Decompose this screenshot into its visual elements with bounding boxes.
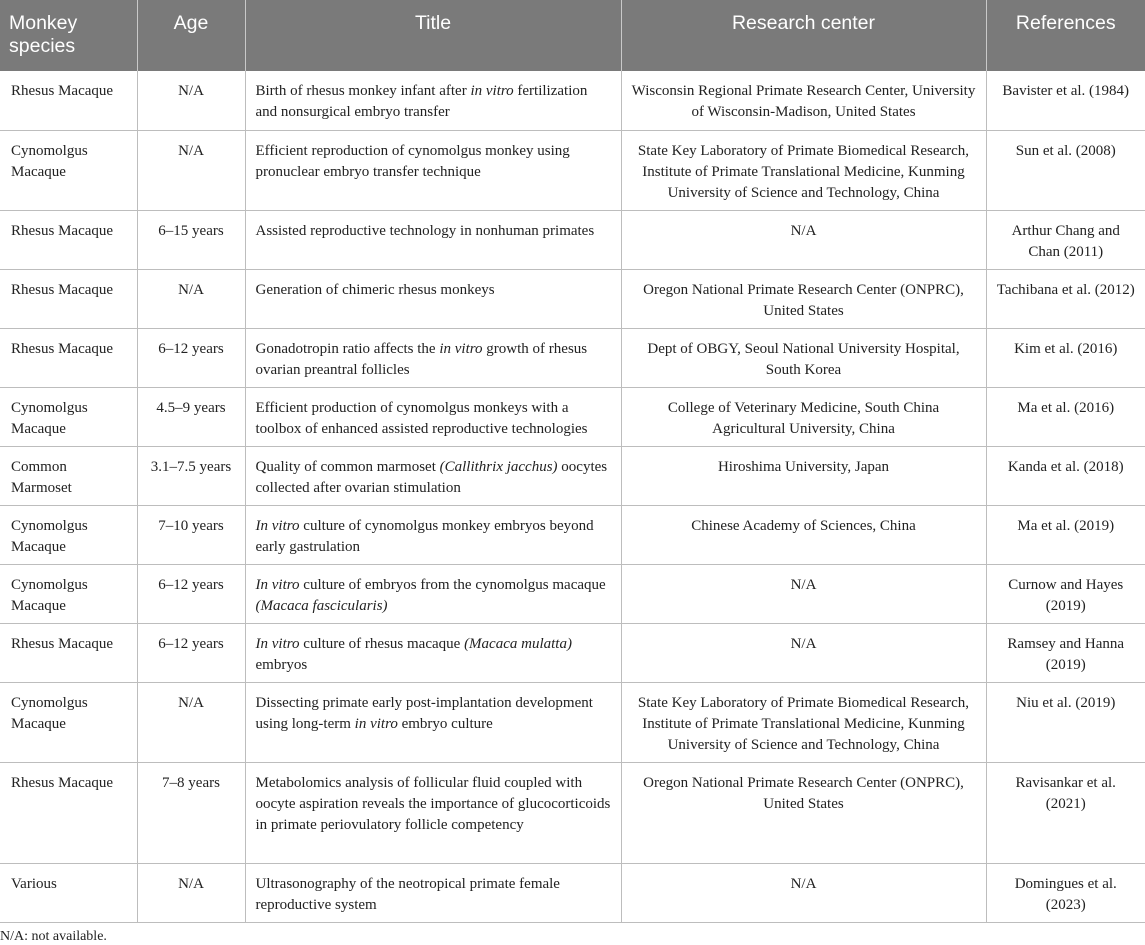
cell-monkey-species: Cynomolgus Macaque — [0, 387, 137, 446]
cell-reference: Niu et al. (2019) — [986, 682, 1145, 762]
title-italic-fragment: (Callithrix jacchus) — [439, 458, 558, 475]
cell-monkey-species: Rhesus Macaque — [0, 210, 137, 269]
cell-monkey-species: Common Marmoset — [0, 446, 137, 505]
title-italic-fragment: in vitro — [470, 83, 514, 99]
cell-age: 6–12 years — [137, 328, 245, 387]
cell-age: N/A — [137, 71, 245, 130]
title-fragment: Quality of common marmoset — [255, 458, 440, 475]
cell-research-center: N/A — [621, 210, 986, 269]
table-row — [0, 210, 1145, 269]
cell-reference: Tachibana et al. (2012) — [986, 269, 1145, 328]
cell-age: 3.1–7.5 years — [137, 446, 245, 505]
cell-reference: Kim et al. (2016) — [986, 328, 1145, 387]
cell-age: N/A — [137, 682, 245, 762]
cell-age: 6–12 years — [137, 623, 245, 682]
table-row — [0, 564, 1145, 623]
cell-research-center: N/A — [621, 564, 986, 623]
title-fragment: embryos — [255, 656, 308, 673]
cell-title — [245, 269, 621, 328]
title-fragment: culture of cynomolgus monkey embryos beyond early gastrulation — [255, 517, 594, 555]
cell-research-center: Dept of OBGY, Seoul National University Hospital, South Korea — [621, 328, 986, 387]
cell-monkey-species: Rhesus Macaque — [0, 71, 137, 130]
cell-reference: Bavister et al. (1984) — [986, 71, 1145, 130]
cell-monkey-species: Rhesus Macaque — [0, 623, 137, 682]
header-row — [0, 0, 1145, 71]
cell-research-center: Wisconsin Regional Primate Research Center, University of Wisconsin-Madison, United States — [621, 71, 986, 130]
cell-reference: Kanda et al. (2018) — [986, 446, 1145, 505]
table-row — [0, 446, 1145, 505]
cell-research-center: Chinese Academy of Sciences, China — [621, 505, 986, 564]
cell-title — [245, 71, 621, 130]
title-italic-fragment: In vitro — [255, 517, 300, 534]
cell-research-center: N/A — [621, 623, 986, 682]
table-row — [0, 269, 1145, 328]
title-fragment: embryo culture — [397, 715, 493, 732]
cell-title — [245, 564, 621, 623]
cell-title — [245, 387, 621, 446]
cell-age: 4.5–9 years — [137, 387, 245, 446]
cell-monkey-species: Cynomolgus Macaque — [0, 130, 137, 210]
cell-reference: Ma et al. (2019) — [986, 505, 1145, 564]
cell-research-center: Hiroshima University, Japan — [621, 446, 986, 505]
cell-research-center: N/A — [621, 863, 986, 922]
title-fragment: growth of rhesus ovarian preantral follicles — [255, 340, 588, 378]
table-row — [0, 505, 1145, 564]
cell-research-center: State Key Laboratory of Primate Biomedical Research, Institute of Primate Translational Medicine, Kunming University of Science and Technology, China — [621, 130, 986, 210]
cell-title — [245, 210, 621, 269]
table-body — [0, 71, 1145, 922]
cell-monkey-species: Rhesus Macaque — [0, 762, 137, 863]
cell-monkey-species: Cynomolgus Macaque — [0, 564, 137, 623]
title-fragment: fertilization and nonsurgical embryo transfer — [255, 83, 588, 120]
cell-monkey-species: Rhesus Macaque — [0, 269, 137, 328]
cell-title — [245, 505, 621, 564]
cell-age: 7–8 years — [137, 762, 245, 863]
header-age: Age — [137, 0, 245, 71]
cell-age: 6–12 years — [137, 564, 245, 623]
cell-monkey-species: Various — [0, 863, 137, 922]
cell-reference: Domingues et al. (2023) — [986, 863, 1145, 922]
header-monkey-species: Monkey species — [0, 0, 137, 71]
title-fragment: culture of embryos from the cynomolgus macaque — [299, 576, 606, 593]
header-research-center: Research center — [621, 0, 986, 71]
title-italic-fragment: (Macaca mulatta) — [464, 635, 572, 652]
cell-research-center: State Key Laboratory of Primate Biomedical Research, Institute of Primate Translational Medicine, Kunming University of Science and Technology, China — [621, 682, 986, 762]
cell-reference: Sun et al. (2008) — [986, 130, 1145, 210]
cell-age: 7–10 years — [137, 505, 245, 564]
title-fragment: Dissecting primate early post-implantation development using long-term — [255, 694, 593, 732]
title-fragment: Generation of chimeric rhesus monkeys — [255, 281, 495, 298]
cell-reference: Ravisankar et al. (2021) — [986, 762, 1145, 863]
title-fragment: Gonadotropin ratio affects the — [255, 340, 440, 357]
cell-age: 6–15 years — [137, 210, 245, 269]
cell-age: N/A — [137, 269, 245, 328]
title-fragment: Efficient reproduction of cynomolgus monkey using pronuclear embryo transfer technique — [255, 142, 570, 180]
table-row — [0, 130, 1145, 210]
title-fragment: Ultrasonography of the neotropical primate female reproductive system — [255, 875, 560, 913]
cell-reference: Ma et al. (2016) — [986, 387, 1145, 446]
header-references: References — [986, 0, 1145, 71]
title-fragment: Metabolomics analysis of follicular fluid coupled with oocyte aspiration reveals the importance of glucocorticoids in primate periovulatory follicle competency — [255, 774, 611, 833]
cell-title — [245, 863, 621, 922]
cell-research-center: Oregon National Primate Research Center (ONPRC), United States — [621, 762, 986, 863]
cell-research-center: Oregon National Primate Research Center (ONPRC), United States — [621, 269, 986, 328]
cell-title — [245, 682, 621, 762]
header-title: Title — [245, 0, 621, 71]
cell-research-center: College of Veterinary Medicine, South China Agricultural University, China — [621, 387, 986, 446]
cell-title — [245, 623, 621, 682]
cell-reference: Curnow and Hayes (2019) — [986, 564, 1145, 623]
title-fragment: culture of rhesus macaque — [299, 635, 465, 652]
cell-title — [245, 130, 621, 210]
cell-title — [245, 446, 621, 505]
title-fragment: Birth of rhesus monkey infant after — [255, 83, 471, 99]
title-fragment: Efficient production of cynomolgus monkeys with a toolbox of enhanced assisted reproductive technologies — [255, 399, 588, 437]
table-row — [0, 623, 1145, 682]
title-italic-fragment: (Macaca fascicularis) — [255, 597, 388, 614]
cell-monkey-species: Cynomolgus Macaque — [0, 505, 137, 564]
table-row — [0, 863, 1145, 922]
title-fragment: oocytes collected after ovarian stimulation — [255, 458, 608, 496]
table-row — [0, 762, 1145, 863]
title-fragment: Assisted reproductive technology in nonhuman primates — [255, 222, 595, 239]
title-italic-fragment: In vitro — [255, 635, 300, 652]
table-row — [0, 387, 1145, 446]
title-italic-fragment: in vitro — [439, 340, 483, 357]
table-row — [0, 682, 1145, 762]
title-italic-fragment: in vitro — [354, 715, 398, 732]
table-footnote: N/A: not available. — [0, 929, 107, 944]
cell-reference: Ramsey and Hanna (2019) — [986, 623, 1145, 682]
table-row — [0, 71, 1145, 130]
cell-age: N/A — [137, 863, 245, 922]
cell-age: N/A — [137, 130, 245, 210]
cell-monkey-species: Cynomolgus Macaque — [0, 682, 137, 762]
title-italic-fragment: In vitro — [255, 576, 300, 593]
cell-title — [245, 762, 621, 863]
table-row — [0, 328, 1145, 387]
cell-reference: Arthur Chang and Chan (2011) — [986, 210, 1145, 269]
cell-monkey-species: Rhesus Macaque — [0, 328, 137, 387]
cell-title — [245, 328, 621, 387]
